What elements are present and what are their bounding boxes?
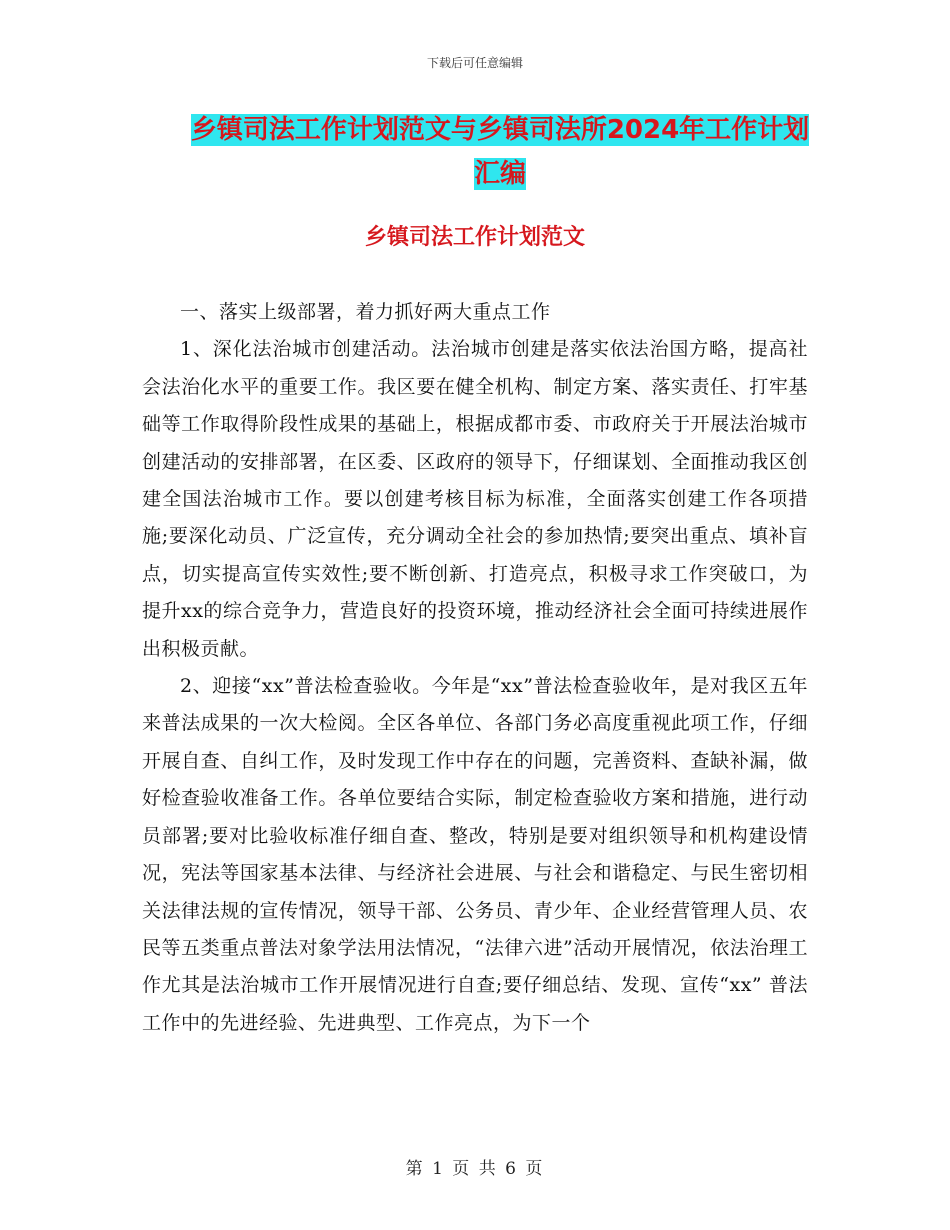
paragraph-heading-1: 一、落实上级部署，着力抓好两大重点工作 [180, 301, 551, 323]
paragraph-2: 2、迎接“xx”普法检查验收。今年是“xx”普法检查验收年，是对我区五年来普法成果的一次大检阅。全区各单位、各部门务必高度重视此项工作，仔细开展自查、自纠工作，及时发现工作中存在的问题，完善资料、查缺补漏，做好检查验收准备工作。各单位要结合实际，制定检查验收方案和措施，进行动员部署;要对比验收标准仔细自查、整改，特别是要对组织领导和机构建设情况，宪法等国家基本法律、与经济社会进展、与社会和谐稳定、与民生密切相关法律法规的宣传情况，领导干部、公务员、青少年、企业经营管理人员、农民等五类重点普法对象学法用法情况，“法律六进”活动开展情况，依法治理工作尤其是法治城市工作开展情况进行自查;要仔细总结、发现、宣传“xx” 普法工作中的先进经验、先进典型、工作亮点，为下一个 [142, 675, 808, 1034]
document-title-line-1: 乡镇司法工作计划范文与乡镇司法所2024年工作计划 [190, 115, 810, 145]
document-title [150, 108, 850, 196]
page-header-note: 下载后可任意编辑 [426, 56, 523, 70]
page-footer: 第 1 页 共 6 页 [405, 1159, 545, 1179]
paragraph-1: 1、深化法治城市创建活动。法治城市创建是落实依法治国方略，提高社会法治化水平的重要工作。我区要在健全机构、制定方案、落实责任、打牢基础等工作取得阶段性成果的基础上，根据成都市委、市政府关于开展法治城市创建活动的安排部署，在区委、区政府的领导下，仔细谋划、全面推动我区创建全国法治城市工作。要以创建考核目标为标准，全面落实创建工作各项措施;要深化动员、广泛宣传，充分调动全社会的参加热情;要突出重点、填补盲点，切实提高宣传实效性;要不断创新、打造亮点，积极寻求工作突破口，为提升xx的综合竞争力，营造良好的投资环境，推动经济社会全面可持续进展作出积极贡献。 [142, 338, 808, 660]
section-title: 乡镇司法工作计划范文 [364, 225, 585, 250]
document-title-line-2: 汇编 [473, 159, 526, 189]
document-body [142, 294, 808, 1042]
